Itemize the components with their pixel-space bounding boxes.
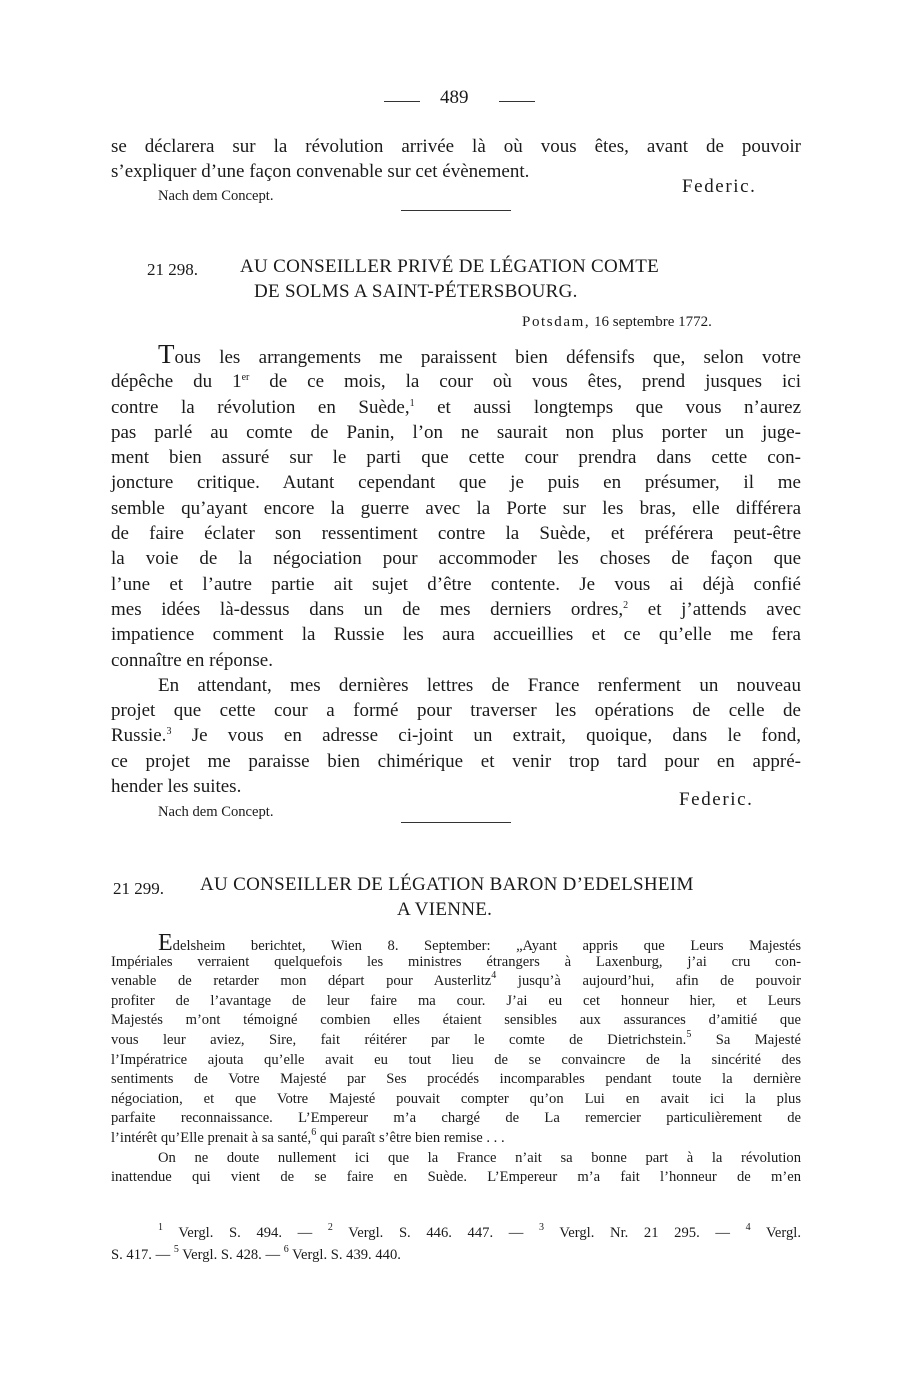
text-line: inattendue qui vient de se faire en Suède. L’Empereur m’a fait l’honneur de m’en bbox=[111, 1169, 801, 1186]
footnote-text: Vergl. S. 446. 447. — bbox=[332, 1225, 539, 1241]
text-line: En attendant, mes dernières lettres de France renferment un nouveau bbox=[158, 674, 801, 696]
text-run: mes idées là-dessus dans un de mes derniers ordres, bbox=[111, 598, 624, 620]
page-number-dash-left bbox=[384, 101, 420, 102]
text-line: On ne doute nullement ici que la France n’ait sa bonne part à la révolution bbox=[158, 1149, 801, 1166]
text-line: Majestés m’ont témoigné combien elles étaient sensibles aux assurances d’amitié que bbox=[111, 1012, 801, 1029]
letter-number: 21 298. bbox=[147, 260, 198, 279]
letter-body bbox=[111, 339, 802, 799]
letter-heading: AU CONSEILLER DE LÉGATION BARON D’EDELSHEIM bbox=[200, 874, 694, 895]
text-run: dépêche du bbox=[111, 371, 233, 393]
text-line: impatience comment la Russie les aura accueillies et ce qu’elle me fera bbox=[111, 624, 801, 646]
text-line: se déclarera sur la révolution arrivée là où vous êtes, avant de pouvoir bbox=[111, 136, 801, 157]
footnote-text: Vergl. S. 428. — bbox=[178, 1247, 284, 1263]
drop-cap: T bbox=[158, 339, 175, 369]
text-line: Impériales verraient quelquefois les ministres étrangers à Laxenburg, j’ai cru con- bbox=[111, 953, 801, 970]
signature: Federic. bbox=[679, 789, 754, 810]
text-line: sentiments de Votre Majesté par Ses procédés incomparables pendant toute la dernière bbox=[111, 1071, 801, 1088]
footnote-marker: 1 bbox=[158, 1222, 163, 1233]
drop-cap: E bbox=[158, 930, 173, 956]
footnote-text: S. 417. — bbox=[111, 1247, 174, 1263]
footnote-ref: 6 bbox=[311, 1126, 317, 1138]
text-line: joncture critique. Autant cependant que je puis en présumer, il me bbox=[111, 472, 801, 494]
source-note: Nach dem Concept. bbox=[158, 188, 274, 204]
text-run: Russie. bbox=[111, 725, 167, 747]
text-run: l’intérêt qu’Elle prenait à sa santé, bbox=[111, 1129, 312, 1146]
text-line: s’expliquer d’une façon convenable sur cet évènement. bbox=[111, 161, 530, 183]
footnotes bbox=[111, 1222, 801, 1266]
text-line: l’une et l’autre partie ait sujet d’être contente. Je vous ai déjà confié bbox=[111, 573, 801, 595]
footnote-marker: 2 bbox=[327, 1222, 333, 1233]
footnote-ref: 5 bbox=[686, 1028, 692, 1040]
text-line: la voie de la négociation pour accommoder les choses de façon que bbox=[111, 548, 801, 570]
footnote-line bbox=[111, 1222, 801, 1244]
footnote-ref: 4 bbox=[491, 970, 497, 982]
footnote-text: Vergl. S. 494. — bbox=[163, 1225, 328, 1241]
text-line: parfaite reconnaissance. L’Empereur m’a chargé de La remercier particulièrement de bbox=[111, 1110, 801, 1127]
text-line bbox=[111, 395, 801, 420]
text-line bbox=[111, 930, 801, 956]
footnote-text: Vergl. Nr. 21 295. — bbox=[544, 1225, 746, 1241]
text-line: connaître en réponse. bbox=[111, 649, 273, 671]
text-line bbox=[111, 597, 801, 622]
text-line bbox=[111, 723, 801, 748]
text-run: ous les arrangements me paraissent bien défensifs que, selon votre bbox=[174, 347, 801, 368]
footnote-text: Vergl. S. 439. 440. bbox=[288, 1247, 401, 1263]
text-run: Je vous en adresse ci-joint un extrait, quoique, dans le fond, bbox=[171, 725, 801, 747]
footnote-marker: 4 bbox=[745, 1222, 751, 1233]
text-run: Sa Majesté bbox=[691, 1031, 801, 1048]
footnote-marker: 6 bbox=[283, 1244, 289, 1255]
text-line: projet que cette cour a formé pour traverser les opérations de celle de bbox=[111, 700, 801, 722]
letter-heading: AU CONSEILLER PRIVÉ DE LÉGATION COMTE bbox=[240, 256, 660, 277]
text-line: hender les suites. bbox=[111, 776, 242, 798]
footnote-ref: 2 bbox=[623, 599, 629, 611]
text-line bbox=[111, 972, 801, 992]
text-line: l’Impératrice ajouta qu’elle avait eu tout lieu de se convaincre de la sincérité des bbox=[111, 1051, 801, 1068]
footnote-marker: 3 bbox=[539, 1222, 544, 1233]
footnote-ref: 3 bbox=[166, 726, 172, 738]
footnote-text: Vergl. bbox=[750, 1225, 802, 1241]
text-run: et j’attends avec bbox=[628, 598, 802, 620]
text-run: qui paraît s’être bien remise . . . bbox=[316, 1129, 505, 1146]
text-line: pas parlé au comte de Panin, l’on ne saurait non plus porter un juge- bbox=[111, 421, 801, 443]
text-run: jusqu’à aujourd’hui, afin de pouvoir bbox=[496, 973, 801, 990]
text-line bbox=[111, 369, 801, 394]
text-run: vous leur aviez, Sire, fait réitérer par le comte de Dietrichstein. bbox=[111, 1031, 687, 1048]
source-note: Nach dem Concept. bbox=[158, 804, 274, 820]
letter-dateline bbox=[522, 314, 712, 331]
text-line: profiter de l’avantage de leur faire ma cour. J’ai eu cet honneur hier, et Leurs bbox=[111, 992, 801, 1009]
text-run: 1 bbox=[232, 371, 242, 393]
footnote-line bbox=[111, 1244, 801, 1266]
page-number: 489 bbox=[440, 87, 469, 108]
text-line: ce projet me paraisse bien chimérique et venir trop tard pour en appré- bbox=[111, 750, 801, 772]
signature: Federic. bbox=[682, 176, 757, 197]
text-line bbox=[111, 1028, 801, 1051]
text-line bbox=[111, 339, 801, 369]
text-line: négociation, et que Votre Majesté pouvait compter qu’on Lui en avait ici la plus bbox=[111, 1090, 801, 1107]
text-line: semble qu’ayant encore la guerre avec la Porte sur les bras, elle différera bbox=[111, 497, 801, 519]
footnote-ref: 1 bbox=[409, 397, 415, 409]
text-run: venable de retarder mon départ pour Austerlitz bbox=[111, 973, 492, 990]
letter-body bbox=[111, 930, 801, 1188]
text-run: delsheim berichtet, Wien 8. September: „Ayant appris que Leurs Majestés bbox=[172, 938, 801, 954]
text-line bbox=[111, 1126, 801, 1149]
separator-rule bbox=[401, 822, 511, 823]
text-line: de faire éclater son ressentiment contre la Suède, et préférera peut-être bbox=[111, 523, 801, 545]
letter-number: 21 299. bbox=[113, 879, 164, 898]
footnote-marker: 5 bbox=[173, 1244, 179, 1255]
text-run: de ce mois, la cour où vous êtes, prend jusques ici bbox=[249, 371, 801, 393]
letter-heading: A VIENNE. bbox=[397, 899, 493, 920]
page-number-dash-right bbox=[499, 101, 535, 102]
superscript: er bbox=[241, 372, 250, 384]
text-run: et aussi longtemps que vous n’aurez bbox=[414, 396, 801, 418]
separator-rule bbox=[401, 210, 511, 211]
dateline-date: 16 septembre 1772. bbox=[593, 314, 712, 330]
text-line: ment bien assuré sur le parti que cette cour prendra dans cette con- bbox=[111, 447, 801, 469]
letter-heading: DE SOLMS A SAINT-PÉTERSBOURG. bbox=[254, 281, 578, 302]
text-run: contre la révolution en Suède, bbox=[111, 396, 410, 418]
dateline-place: Potsdam, bbox=[522, 314, 591, 330]
